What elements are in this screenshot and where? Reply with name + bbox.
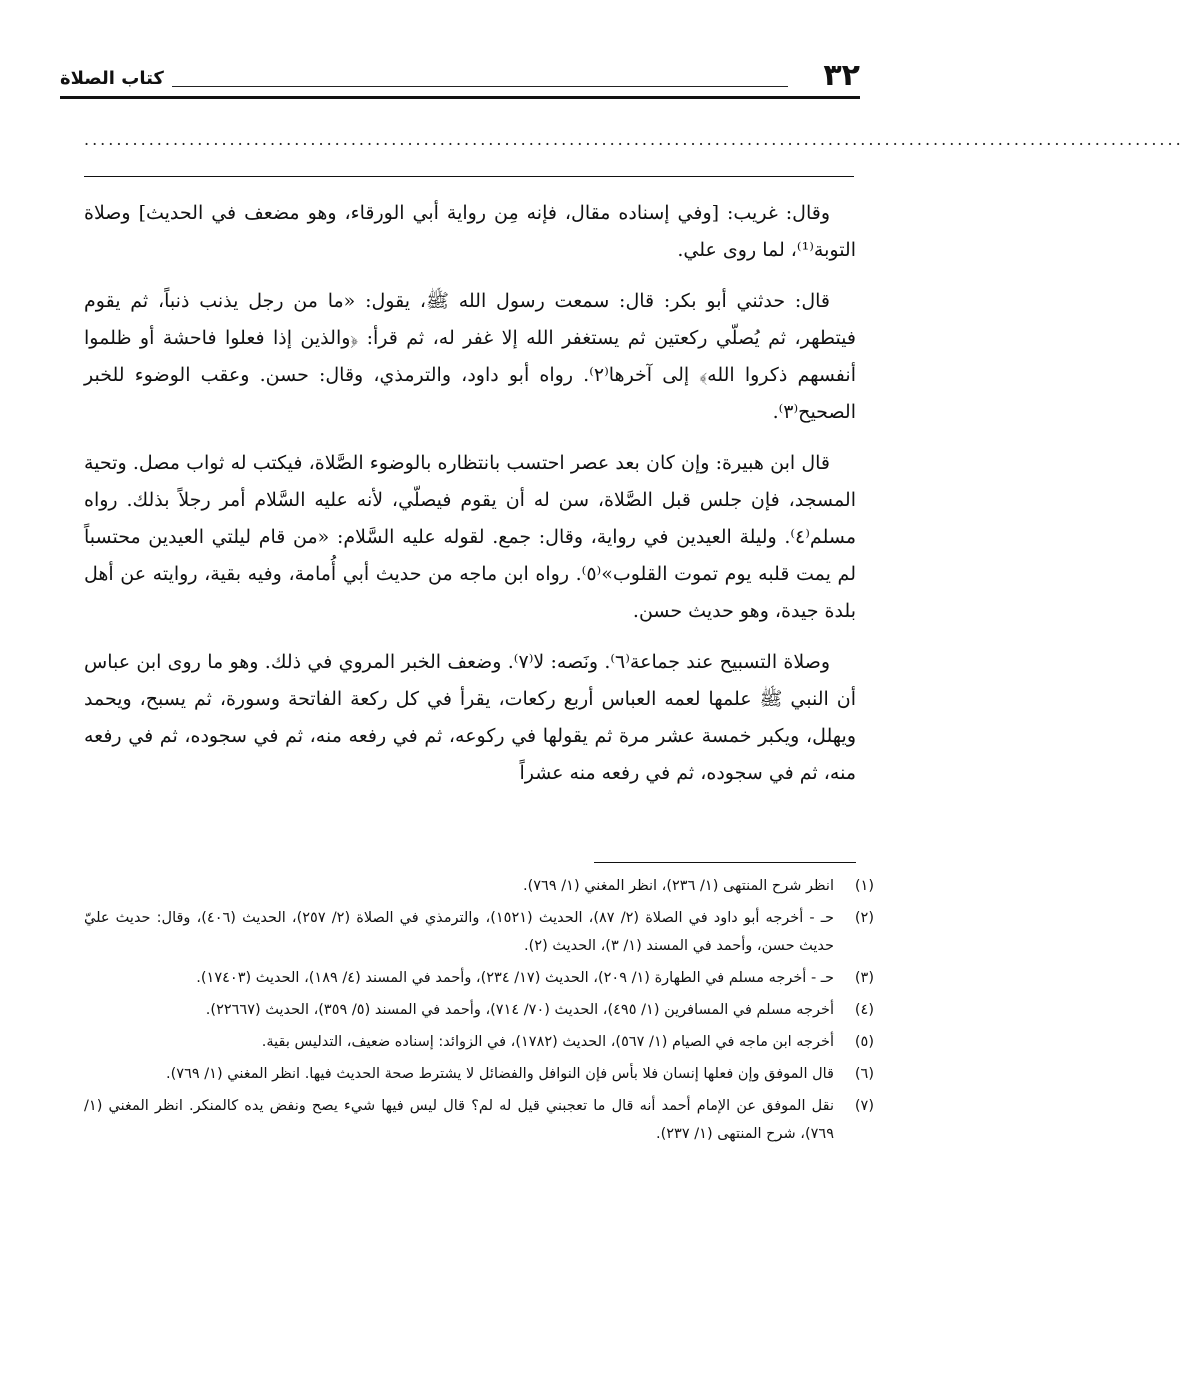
footnote-text: حـ - أخرجه أبو داود في الصلاة (٢/ ٨٧)، الحديث (١٥٢١)، والترمذي في الصلاة (٢/ ٢٥٧)، الحديث (٤٠٦)، وقال: حديث عليّ حديث حسن، وأحمد في المسند (١/ ٣)، الحديث (٢). (84, 910, 835, 954)
section-rule (84, 176, 854, 177)
main-text (84, 195, 856, 806)
header-thick-rule (60, 96, 860, 99)
footnote-text: قال الموفق وإن فعلها إنسان فلا بأس فإن النوافل والفضائل لا يشترط صحة الحديث فيها. انظر المغني (١/ ٧٦٩). (166, 1066, 834, 1082)
footnote-text: أخرجه ابن ماجه في الصيام (١/ ٥٦٧)، الحديث (١٧٨٢)، في الزوائد: إسناده ضعيف، التدليس بقية. (261, 1034, 834, 1050)
footnote-text: نقل الموفق عن الإمام أحمد أنه قال ما تعجبني قيل له لم؟ قال ليس فيها شيء يصح ونفض يده كالمنكر. انظر المغني (١/ ٧٦٩)، شرح المنتهى (١/ ٢٣٧). (84, 1098, 834, 1142)
footnote (84, 904, 874, 960)
footnote-number: (٥) (854, 1034, 874, 1050)
footnote-number: (٤) (854, 1002, 874, 1018)
footnote (84, 1028, 874, 1056)
footnote (84, 872, 874, 900)
footnotes (84, 872, 874, 1152)
footnote (84, 996, 874, 1024)
footnote-text: انظر شرح المنتهى (١/ ٢٣٦)، انظر المغني (١/ ٧٦٩). (522, 878, 834, 894)
paragraph: وصلاة التسبيح عند جماعة⁽٦⁾. ونَصه: لا⁽٧⁾. وضعف الخبر المروي في ذلك. وهو ما روى ابن عباس أن النبي ﷺ علمها لعمه العباس أربع ركعات، يقرأ في كل ركعة الفاتحة وسورة، ثم يسبح، ويحمد ويهلل، ويكبر خمسة عشر مرة ثم يقولها في ركوعه، ثم في رفعه منه، ثم في سجوده، ثم في رفعه منه، ثم في سجوده، ثم في رفعه منه عشراً (84, 651, 856, 784)
running-header (60, 58, 860, 98)
footnote-rule (594, 862, 856, 863)
footnote-text: أخرجه مسلم في المسافرين (١/ ٤٩٥)، الحديث (٧٠/ ٧١٤)، وأحمد في المسند (٥/ ٣٥٩)، الحديث (٢٢٦٦٧). (205, 1002, 834, 1018)
header-thin-rule (172, 86, 788, 87)
book-title: كتاب الصلاة (60, 68, 164, 89)
footnote-number: (٢) (854, 910, 874, 926)
footnote (84, 964, 874, 992)
footnote-number: (١) (854, 878, 874, 894)
paragraph: قال ابن هبيرة: وإن كان بعد عصر احتسب بانتظاره بالوضوء الصَّلاة، فيكتب له ثواب مصل. وتحية المسجد، فإن جلس قبل الصَّلاة، سن له أن يقوم فيصلّي، لأنه عليه السَّلام أمر رجلاً بذلك. رواه مسلم⁽٤⁾. وليلة العيدين في رواية، وقال: جمع. لقوله عليه السَّلام: «من قام ليلتي العيدين محتسباً لم يمت قلبه يوم تموت القلوب»⁽٥⁾. رواه ابن ماجه من حديث أبي أُمامة، وفيه بقية، روايته عن أهل بلدة جيدة، وهو حديث حسن. (84, 452, 856, 622)
footnote-text: حـ - أخرجه مسلم في الطهارة (١/ ٢٠٩)، الحديث (١٧/ ٢٣٤)، وأحمد في المسند (٤/ ١٨٩)، الحديث (١٧٤٠٣). (196, 970, 834, 986)
page-number: ٣٢ (823, 58, 860, 93)
footnote-number: (٣) (854, 970, 874, 986)
footnote (84, 1092, 874, 1148)
footnote-number: (٦) (854, 1066, 874, 1082)
paragraph: قال: حدثني أبو بكر: قال: سمعت رسول الله ﷺ، يقول: «ما من رجل يذنب ذنباً، ثم يقوم فيتطهر، ثم يُصلّي ركعتين ثم يستغفر الله إلا غفر له، ثم قرأ: ﴿والذين إذا فعلوا فاحشة أو ظلموا أنفسهم ذكروا الله﴾ إلى آخرها⁽٢⁾. رواه أبو داود، والترمذي، وقال: حسن. وعقب الوضوء للخبر الصحيح⁽٣⁾. (84, 290, 856, 423)
footnote-number: (٧) (854, 1098, 874, 1114)
dotted-separator: ........................................................................................................................................ (84, 130, 1184, 149)
paragraph: وقال: غريب: [وفي إسناده مقال، فإنه مِن رواية أبي الورقاء، وهو مضعف في الحديث] وصلاة التوبة⁽¹⁾، لما روى علي. (84, 202, 856, 261)
footnote (84, 1060, 874, 1088)
